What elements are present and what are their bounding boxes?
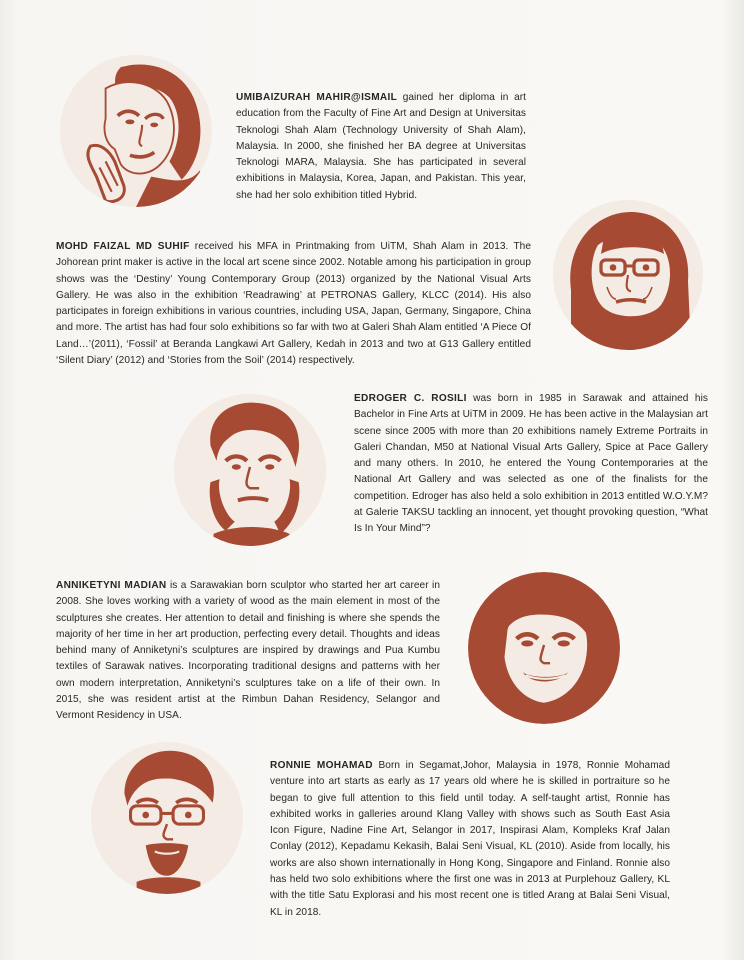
portrait-umibaizurah: [60, 55, 212, 207]
portrait-mohd-faizal-image: [553, 200, 703, 350]
artist-name: ANNIKETYNI MADIAN: [56, 580, 167, 591]
portrait-ronnie: [91, 742, 243, 894]
artist-bio-text: is a Sarawakian born sculptor who started her art career in 2008. She loves working with a variety of wood as the main element in most of the sculptures she creates. Her attention to detail and finishing is where she spends the majority of her time in her art production, perfecting every detail. Thoughts and ideas behind many of Anniketyni’s sculptures are inspired by drawings and Pua Kumbu textiles of Sarawak natives. Incorporating traditional designs and patterns with her own modern interpretation, Anniketyni’s sculptures take on a life of their own. In 2015, she was resident artist at the Rimbun Dahan Residency, Selangor and Vermont Residency in USA.: [56, 580, 440, 722]
bio-ronnie: [270, 758, 670, 921]
artist-bio-text: Born in Segamat,Johor, Malaysia in 1978, Ronnie Mohamad venture into art starts as early as 17 years old where he is skilled in portraiture so he began to give full attention to this field until today. A self-taught artist, Ronnie has exhibited works in galleries around Klang Valley with shows such as South East Asia Icon Figure, Nadine Fine Art, Selangor in 2017, Inspirasi Alam, Kompleks Kraf Jalan Conlay (2012), Kepadamu Kekasih, Balai Seni Visual, KL (2010). Aside from locally, his works are also shown internationally in Hong Kong, Singapore and Finland. Ronnie also has held two solo exhibitions where the first one was in 2013 at Purplehouz Gallery, KL with the title Satu Explorasi and his most recent one is titled Arang at Balai Seni Visual, KL in 2018.: [270, 760, 670, 918]
artist-name: EDROGER C. ROSILI: [354, 393, 467, 404]
portrait-mohd-faizal: [553, 200, 703, 350]
bio-edroger: [354, 391, 708, 538]
portrait-edroger-image: [174, 394, 326, 546]
bio-mohd-faizal: [56, 239, 531, 369]
artist-name: UMIBAIZURAH MAHIR@ISMAIL: [236, 92, 398, 103]
portrait-anniketyni-image: [468, 572, 620, 724]
portrait-anniketyni: [468, 572, 620, 724]
artist-bio-text: received his MFA in Printmaking from UiTM, Shah Alam in 2013. The Johorean print maker is active in the local art scene since 2002. Notable among his participation in group shows was the ‘Destiny’ Young Contemporary Group (2013) organized by the National Visual Arts Gallery. He was also in the exhibition ‘Readrawing’ at PETRONAS Gallery, KLCC (2014). His also participates in foreign exhibitions in various countries, including USA, Japan, Germany, Singapore, China and more. The artist has had four solo exhibitions so far with two at Galeri Shah Alam entitled ‘A Piece Of Land…’(2011), ‘Fossil’ at Beranda Langkawi Art Gallery, Kedah in 2013 and two at G13 Gallery entitled ‘Silent Diary’ (2012) and ‘Stories from the Soil’ (2014) respectively.: [56, 241, 531, 367]
artist-name: MOHD FAIZAL MD SUHIF: [56, 241, 190, 252]
portrait-ronnie-image: [91, 742, 243, 894]
portrait-umibaizurah-image: [60, 55, 212, 207]
portrait-edroger: [174, 394, 326, 546]
artist-name: RONNIE MOHAMAD: [270, 760, 373, 771]
artist-bio-text: gained her diploma in art education from the Faculty of Fine Art and Design at Universitas Teknologi Shah Alam (Technology University of Shah Alam), Malaysia. In 2000, she finished her BA degree at Universitas Teknologi MARA, Malaysia. She has participated in several exhibitions in Malaysia, Korea, Japan, and Pakistan. This year, she had her solo exhibition titled Hybrid.: [236, 92, 526, 201]
artist-bio-text: was born in 1985 in Sarawak and attained his Bachelor in Fine Arts at UiTM in 2009. He has been active in the Malaysian art scene since 2005 with more than 20 exhibitions namely Extreme Portraits in Galeri Chandan, M50 at National Visual Arts Gallery, Spice at Pace Gallery and many others. In 2010, he entered the Young Contemporaries at the National Art Gallery and was selected as one of the finalists for the competition. Edroger has also held a solo exhibition in 2013 entitled W.O.Y.M? at Galerie TAKSU tackling an innocent, yet thought provoking question, “What Is In Your Mind”?: [354, 393, 708, 535]
bio-anniketyni: [56, 578, 440, 725]
bio-umibaizurah: [236, 90, 526, 204]
